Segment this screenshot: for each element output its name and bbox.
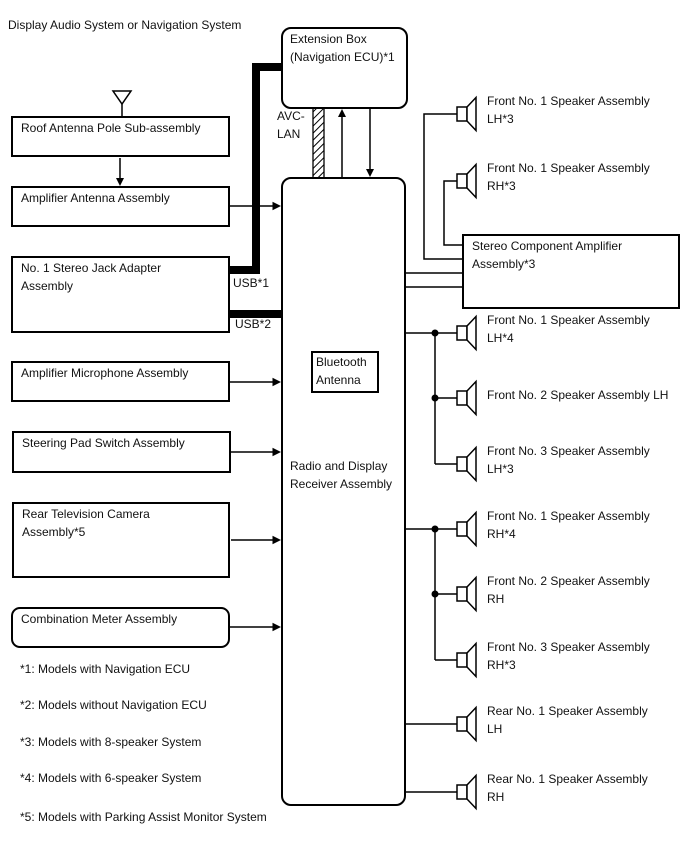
speaker-label — [487, 159, 679, 195]
usb1-label: USB*1 — [233, 276, 270, 290]
box-stereo-jack-adapter — [11, 256, 230, 333]
speaker-label-line: Front No. 3 Speaker Assembly — [487, 640, 650, 654]
box-stereo-component-amplifier — [462, 234, 680, 309]
radio-to-amplifier-wires — [406, 273, 462, 287]
arrowhead-icon — [273, 536, 282, 544]
box-label: No. 1 Stereo Jack Adapter Assembly — [21, 261, 162, 293]
speaker-icon — [457, 165, 476, 198]
box-label: Amplifier Antenna Assembly — [21, 191, 170, 205]
arrowhead-icon — [366, 169, 374, 177]
box-label: Roof Antenna Pole Sub-assembly — [21, 121, 201, 135]
lh-speaker-group-wires — [406, 333, 457, 464]
speaker-label — [487, 386, 679, 404]
arrowhead-icon — [273, 202, 282, 210]
speaker-label-line: Front No. 3 Speaker Assembly — [487, 444, 650, 458]
speaker-label-line: RH*3 — [487, 658, 516, 672]
box-label: Combination Meter Assembly — [21, 612, 178, 626]
box-label: Stereo Component Amplifier Assembly*3 — [472, 239, 623, 271]
speaker-icon — [457, 317, 476, 350]
junction-dot — [432, 330, 439, 337]
box-amplifier-antenna — [11, 186, 230, 227]
box-label: Steering Pad Switch Assembly — [22, 436, 185, 450]
usb1-wire — [228, 67, 282, 270]
junction-dot — [432, 395, 439, 402]
speaker-label-line: LH*3 — [487, 112, 514, 126]
speaker-icon — [457, 448, 476, 481]
avc-lan-bus-bar — [313, 108, 324, 178]
box-label: Extension Box (Navigation ECU)*1 — [290, 32, 395, 64]
speaker-label — [487, 638, 679, 674]
speaker-label-line: RH — [487, 790, 505, 804]
speaker-label-line: Front No. 2 Speaker Assembly — [487, 574, 650, 588]
left-input-arrowheads — [273, 202, 282, 631]
speaker-label-line: Front No. 2 Speaker Assembly LH — [487, 388, 669, 402]
speaker-icon — [457, 644, 476, 677]
box-label: Amplifier Microphone Assembly — [21, 366, 189, 380]
rh-speaker-group-wires — [406, 529, 457, 660]
box-label: Rear Television Camera Assembly*5 — [22, 507, 150, 539]
speaker-label-line: Front No. 1 Speaker Assembly — [487, 509, 650, 523]
rear-speaker-wires — [406, 724, 457, 792]
speaker-label-line: Rear No. 1 Speaker Assembly — [487, 704, 648, 718]
roof-to-amplifier-arrow — [116, 158, 124, 186]
speaker-label-line: Front No. 1 Speaker Assembly — [487, 94, 650, 108]
speaker-label-line: RH — [487, 592, 505, 606]
footnote: *4: Models with 6-speaker System — [20, 771, 202, 785]
speaker-label — [487, 442, 679, 478]
speaker-label-line: RH*4 — [487, 527, 516, 541]
usb2-label: USB*2 — [235, 317, 272, 331]
antenna-icon — [113, 91, 131, 104]
footnote: *3: Models with 8-speaker System — [20, 735, 202, 749]
speaker-label-line: Front No. 1 Speaker Assembly — [487, 313, 650, 327]
speaker-icon — [457, 382, 476, 415]
speaker-label-line: RH*3 — [487, 179, 516, 193]
box-steering-pad-switch — [12, 431, 231, 473]
speaker-label — [487, 770, 679, 806]
box-amplifier-microphone — [11, 361, 230, 402]
speaker-label-line: Front No. 1 Speaker Assembly — [487, 161, 650, 175]
speaker-label-line: LH*4 — [487, 331, 514, 345]
box-combination-meter — [11, 607, 230, 648]
avc-lan-label — [277, 107, 305, 143]
speaker-icon — [457, 513, 476, 546]
speaker-label-line: LH — [487, 722, 503, 736]
speaker-icon — [457, 776, 476, 809]
speaker-label — [487, 572, 679, 608]
speaker-label-line: LH*3 — [487, 462, 514, 476]
arrowhead-icon — [273, 378, 282, 386]
amplifier-to-front-rh3-wire — [444, 181, 462, 245]
diagram-title: Display Audio System or Navigation System — [8, 18, 242, 32]
speaker-label — [487, 702, 679, 738]
speaker-icon — [457, 578, 476, 611]
arrowhead-icon — [273, 448, 282, 456]
speaker-label — [487, 92, 679, 128]
box-extension-navigation-ecu — [281, 27, 408, 109]
extension-to-radio-arrow — [366, 109, 374, 177]
box-bluetooth-antenna — [311, 351, 379, 393]
box-rear-television-camera — [12, 502, 230, 578]
speaker-icon — [457, 98, 476, 131]
box-roof-antenna — [11, 116, 230, 157]
arrowhead-icon — [116, 178, 124, 186]
junction-dot — [432, 591, 439, 598]
footnote: *5: Models with Parking Assist Monitor System — [20, 810, 267, 824]
arrowhead-icon — [338, 109, 346, 117]
speaker-icon — [457, 708, 476, 741]
speaker-label — [487, 311, 679, 347]
speaker-label-line: Rear No. 1 Speaker Assembly — [487, 772, 648, 786]
box-label: Bluetooth Antenna — [316, 355, 367, 387]
avc-lan-label-line: AVC- — [277, 109, 305, 123]
radio-receiver-label: Radio and Display Receiver Assembly — [290, 459, 393, 491]
footnote: *1: Models with Navigation ECU — [20, 662, 191, 676]
junction-dot — [432, 526, 439, 533]
radio-to-extension-arrow — [338, 109, 346, 178]
speaker-label — [487, 507, 679, 543]
footnote: *2: Models without Navigation ECU — [20, 698, 207, 712]
avc-lan-label-line: LAN — [277, 127, 301, 141]
arrowhead-icon — [273, 623, 282, 631]
